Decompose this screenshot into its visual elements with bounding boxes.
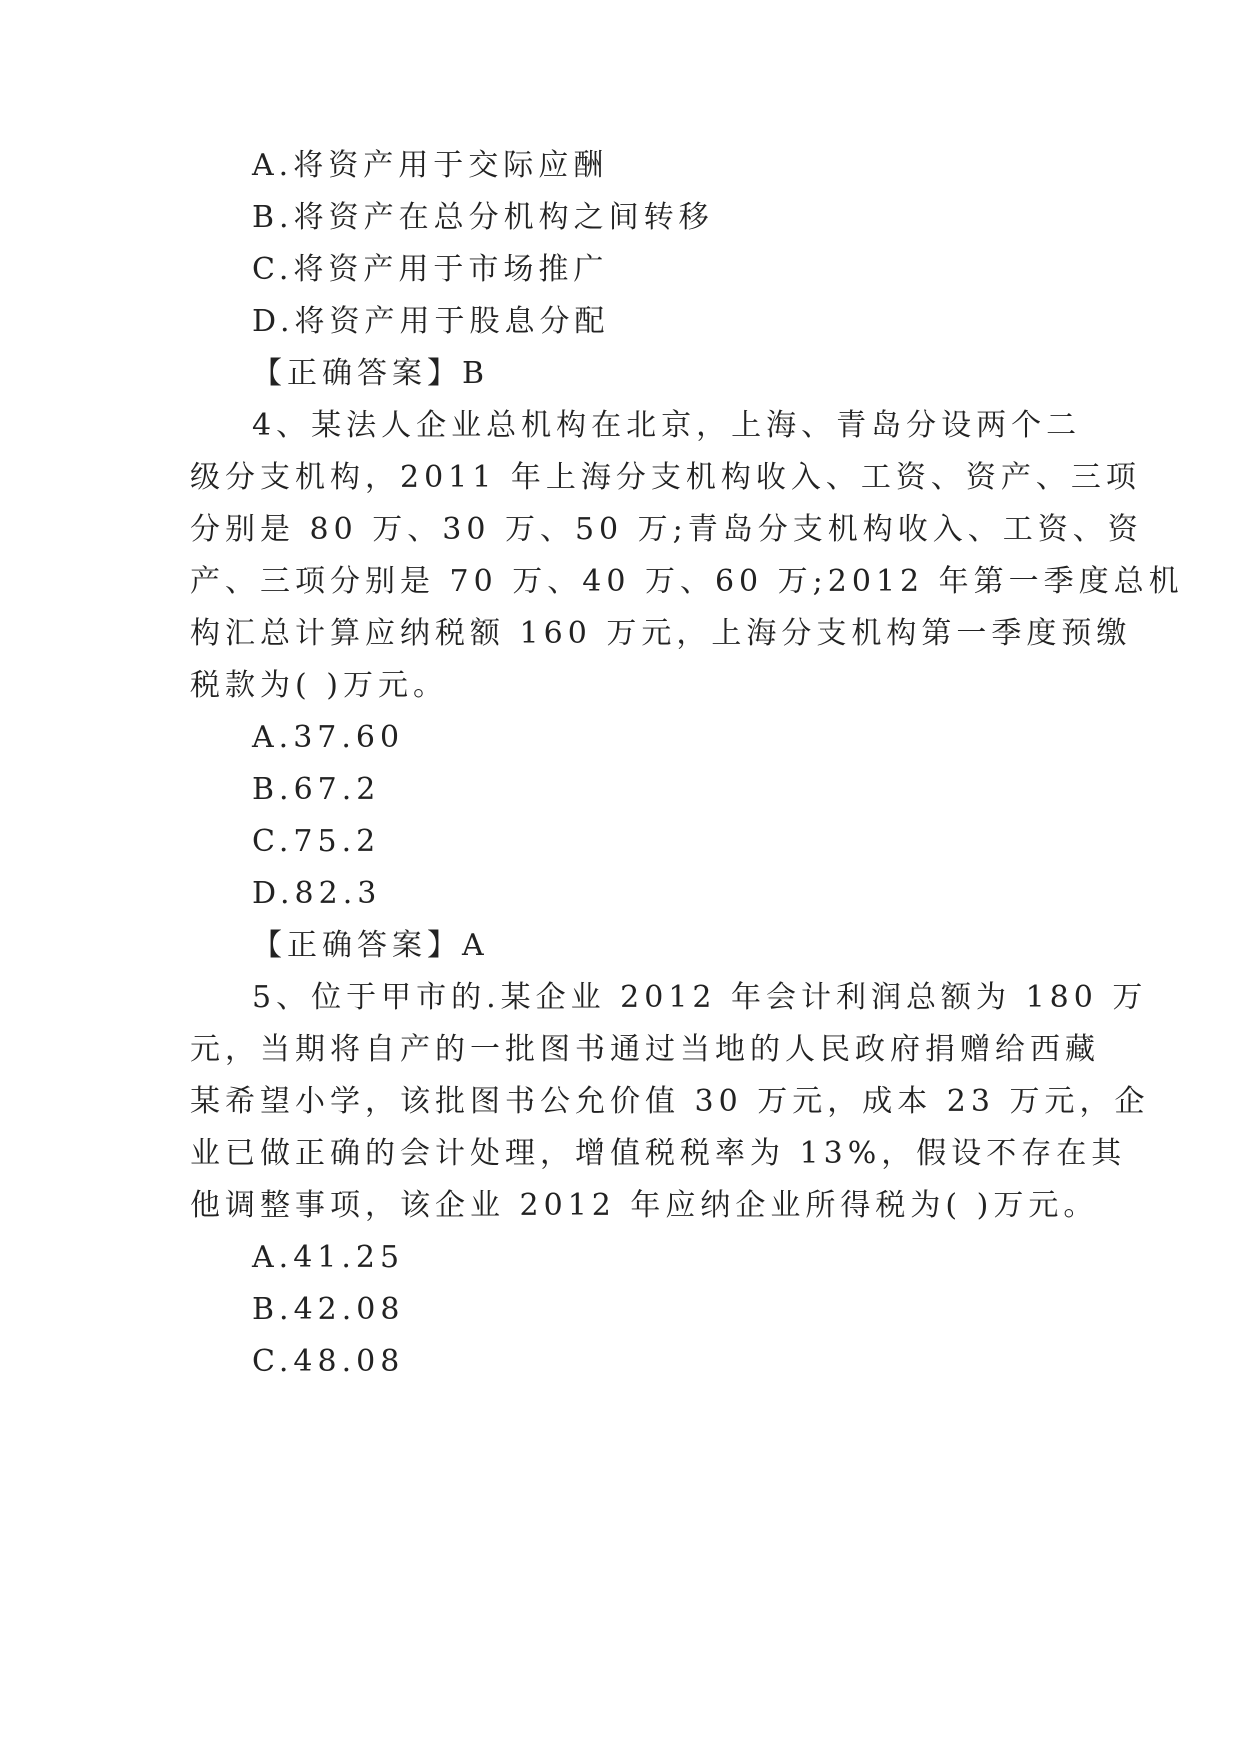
q4-text-line: 分别是 80 万、30 万、50 万;青岛分支机构收入、工资、资 — [190, 512, 1143, 547]
q5-text-line: 元，当期将自产的一批图书通过当地的人民政府捐赠给西藏 — [190, 1032, 1100, 1067]
q3-option-d: D.将资产用于股息分配 — [252, 304, 610, 339]
q4-text-line: 构汇总计算应纳税额 160 万元，上海分支机构第一季度预缴 — [190, 616, 1132, 651]
q5-option-a: A.41.25 — [252, 1240, 405, 1275]
q4-text-line: 4、某法人企业总机构在北京，上海、青岛分设两个二 — [252, 408, 1082, 443]
q4-option-a: A.37.60 — [252, 720, 405, 755]
q5-text-line: 业已做正确的会计处理，增值税税率为 13%，假设不存在其 — [190, 1136, 1127, 1171]
q5-text-line: 某希望小学，该批图书公允价值 30 万元，成本 23 万元，企 — [190, 1084, 1150, 1119]
q3-option-c: C.将资产用于市场推广 — [252, 252, 609, 287]
q3-option-b: B.将资产在总分机构之间转移 — [252, 200, 714, 235]
q4-answer: 【正确答案】A — [252, 928, 489, 963]
q3-answer: 【正确答案】B — [252, 356, 490, 391]
q4-text-line: 级分支机构，2011 年上海分支机构收入、工资、资产、三项 — [190, 460, 1141, 495]
q5-option-c: C.48.08 — [252, 1344, 405, 1379]
q5-text-line: 5、位于甲市的.某企业 2012 年会计利润总额为 180 万 — [252, 980, 1148, 1015]
q5-text-line: 他调整事项，该企业 2012 年应纳企业所得税为( )万元。 — [190, 1188, 1099, 1223]
q4-option-d: D.82.3 — [252, 876, 382, 911]
q4-option-c: C.75.2 — [252, 824, 381, 859]
q5-option-b: B.42.08 — [252, 1292, 405, 1327]
q4-text-line: 产、三项分别是 70 万、40 万、60 万;2012 年第一季度总机 — [190, 564, 1184, 599]
q4-option-b: B.67.2 — [252, 772, 381, 807]
q3-option-a: A.将资产用于交际应酬 — [252, 148, 609, 183]
q4-text-line: 税款为( )万元。 — [190, 668, 448, 703]
